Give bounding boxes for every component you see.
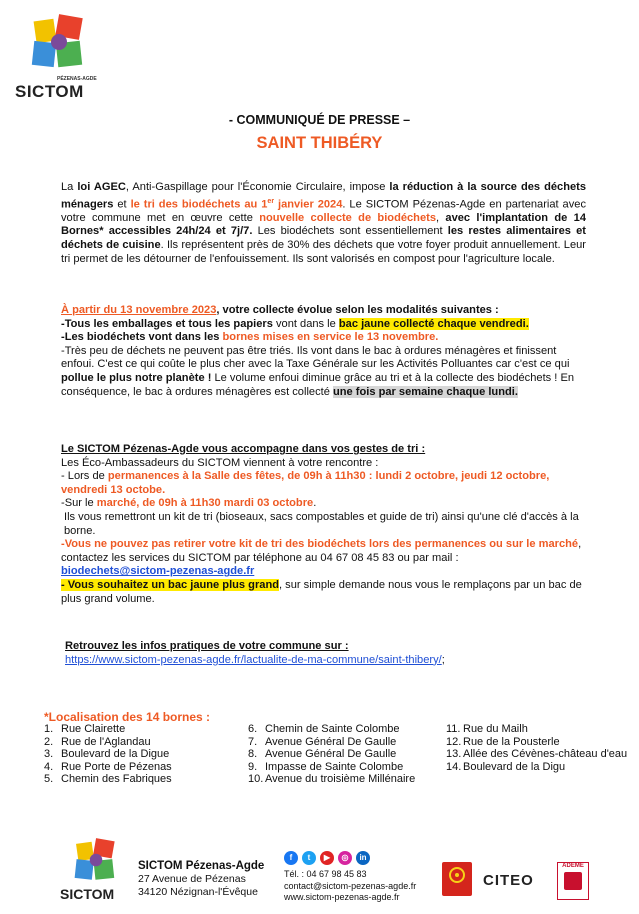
location-item bbox=[44, 748, 172, 761]
location-item bbox=[44, 736, 172, 749]
location-item bbox=[44, 761, 172, 774]
location-label: Chemin des Fabriques bbox=[61, 773, 172, 786]
location-item bbox=[446, 748, 627, 761]
intro-paragraph: La loi AGEC, Anti-Gaspillage pour l'Économie Circulaire, impose la réduction à la source des déchets ménagers et le tri des biodéchets au 1er janvier 2024. Le SICTOM Pézenas-Agde en partenariat avec votre commune met en œuvre cette nouvelle collecte de biodéchets, avec l'implantation de 14 Bornes* accessibles 24h/24 et 7j/7. Les biodéchets sont essentiellement les restes alimentaires et déchets de cuisine. Ils représentent près de 30% des déchets que votre foyer produit annuellement. Leur tri permet de les détourner de l'enfouissement. Ils sont valorisés en compost pour l'agriculture locale. bbox=[61, 181, 586, 265]
location-label: Boulevard de la Digue bbox=[61, 748, 170, 761]
linkedin-icon[interactable]: in bbox=[356, 851, 370, 865]
support-heading: Le SICTOM Pézenas-Agde vous accompagne dans vos gestes de tri : bbox=[61, 443, 426, 455]
footer-logo bbox=[58, 836, 130, 914]
sictom-logo bbox=[11, 10, 107, 110]
location-number: 10. bbox=[248, 773, 264, 786]
location-number: 9. bbox=[248, 760, 258, 773]
location-item bbox=[44, 723, 172, 736]
youtube-icon[interactable]: ▶ bbox=[320, 851, 334, 865]
location-label: Avenue du troisième Millénaire bbox=[265, 773, 416, 786]
support-section: Le SICTOM Pézenas-Agde vous accompagne dans vos gestes de tri : Les Éco-Ambassadeurs du SICTOM viennent à votre rencontre : - Lors de permanences à la Salle des fêtes, de 09h à 11h30 : lundi 2 octobre, jeudi 12 octobre, vendredi 13 octobe. -Sur le marché, de 09h à 11h30 mardi 03 octobre. Ils vous remettront un kit de tri (bioseaux, sacs compostables et guide de tri) ainsi qu'une clé d'accès à la borne. -Vous ne pouvez pas retirer votre kit de tri des biodéchets lors des permanences ou sur le marché, contactez les services du SICTOM par téléphone au 04 67 08 45 83 ou par mail : biodechets@sictom-pezenas-agde.fr - Vous souhaitez un bac jaune plus grand, sur simple demande nous vous le remplaçons par un bac de plus grand volume. bbox=[61, 443, 586, 606]
location-label: Rue du Mailh bbox=[463, 723, 528, 735]
collection-changes: À partir du 13 novembre 2023, votre collecte évolue selon les modalités suivantes : -Tous les emballages et tous les papiers vont dans le bac jaune collecté chaque vendredi. -Les biodéchets vont dans les bornes mises en service le 13 novembre. -Très peu de déchets ne peuvent pas être triés. Ils vont dans le bac à ordures ménagères et finissent enfoui. C'est ce qui coûte le plus cher avec la Taxe Générale sur les Activités Polluantes car c'est ce qui pollue le plus notre planète ! Le volume enfoui diminue grâce au tri et à la collecte des biodéchets ! En conséquence, le bac à ordures ménagères est collecté une fois par semaine chaque lundi. bbox=[61, 304, 575, 398]
locations-column-1 bbox=[44, 723, 172, 786]
commune-title: SAINT THIBÉRY bbox=[256, 134, 383, 152]
location-number: 11. bbox=[446, 723, 461, 735]
twitter-icon[interactable]: t bbox=[302, 851, 316, 865]
press-release-kicker: - COMMUNIQUÉ DE PRESSE – bbox=[228, 113, 411, 127]
info-heading: Retrouvez les infos pratiques de votre commune sur : bbox=[65, 640, 349, 652]
instagram-icon[interactable]: ◎ bbox=[338, 851, 352, 865]
info-section: Retrouvez les infos pratiques de votre commune sur : https://www.sictom-pezenas-agde.fr/lactualite-de-ma-commune/saint-thibery/; bbox=[65, 640, 590, 667]
footer-logo-mark-icon bbox=[74, 838, 118, 882]
location-number: 6. bbox=[248, 723, 258, 735]
location-label: Rue de l'Aglandau bbox=[61, 735, 151, 748]
location-label: Avenue Général De Gaulle bbox=[265, 748, 397, 761]
citeo-logo: CITEO bbox=[483, 872, 534, 889]
biodechets-email-link[interactable]: biodechets@sictom-pezenas-agde.fr bbox=[61, 565, 255, 578]
location-label: Rue de la Pousterle bbox=[463, 735, 560, 748]
location-number: 12. bbox=[446, 735, 462, 748]
location-number: 1. bbox=[44, 723, 54, 735]
start-date: À partir du 13 novembre 2023 bbox=[61, 304, 217, 316]
social-icons bbox=[284, 851, 370, 865]
location-item bbox=[248, 748, 415, 761]
location-number: 3. bbox=[44, 748, 54, 761]
location-label: Rue Porte de Pézenas bbox=[61, 760, 172, 773]
occitanie-cross-icon bbox=[442, 862, 472, 896]
location-number: 13. bbox=[446, 748, 462, 761]
locations-column-2 bbox=[248, 723, 415, 786]
location-number: 8. bbox=[248, 748, 258, 761]
logo-name: SICTOM bbox=[15, 82, 84, 101]
location-number: 7. bbox=[248, 735, 258, 748]
location-label: Avenue Général De Gaulle bbox=[265, 735, 397, 748]
location-number: 4. bbox=[44, 760, 54, 773]
location-item bbox=[446, 761, 627, 774]
location-label: Chemin de Sainte Colombe bbox=[265, 723, 400, 735]
location-item bbox=[248, 723, 415, 736]
location-number: 5. bbox=[44, 773, 54, 786]
footer-address: SICTOM Pézenas-Agde 27 Avenue de Pézenas 34120 Nézignan-l'Évêque bbox=[138, 860, 265, 898]
locations-column-3 bbox=[446, 723, 627, 773]
ademe-logo: ADEME bbox=[557, 862, 589, 900]
location-item bbox=[248, 761, 415, 774]
location-item bbox=[446, 723, 627, 736]
footer-logo-name: SICTOM bbox=[60, 886, 115, 902]
location-label: Rue Clairette bbox=[61, 723, 126, 735]
location-item bbox=[248, 773, 415, 786]
location-item bbox=[248, 736, 415, 749]
location-label: Allée des Cévènes-château d'eau bbox=[463, 748, 628, 761]
footer-contact: Tél. : 04 67 98 45 83 contact@sictom-pezenas-agde.fr www.sictom-pezenas-agde.fr bbox=[284, 869, 417, 902]
facebook-icon[interactable]: f bbox=[284, 851, 298, 865]
location-item bbox=[44, 773, 172, 786]
location-number: 2. bbox=[44, 735, 54, 748]
location-item bbox=[446, 736, 627, 749]
location-label: Impasse de Sainte Colombe bbox=[265, 760, 404, 773]
commune-page-link[interactable]: https://www.sictom-pezenas-agde.fr/lactualite-de-ma-commune/saint-thibery/ bbox=[65, 653, 442, 666]
locations-title: *Localisation des 14 bornes : bbox=[44, 710, 211, 724]
location-label: Boulevard de la Digu bbox=[463, 760, 566, 773]
logo-subtitle: PÉZENAS-AGDE bbox=[57, 76, 97, 82]
location-number: 14. bbox=[446, 760, 462, 773]
ademe-mark-icon bbox=[564, 872, 582, 890]
logo-mark-icon bbox=[31, 14, 87, 70]
occitanie-region-logo bbox=[442, 862, 472, 896]
